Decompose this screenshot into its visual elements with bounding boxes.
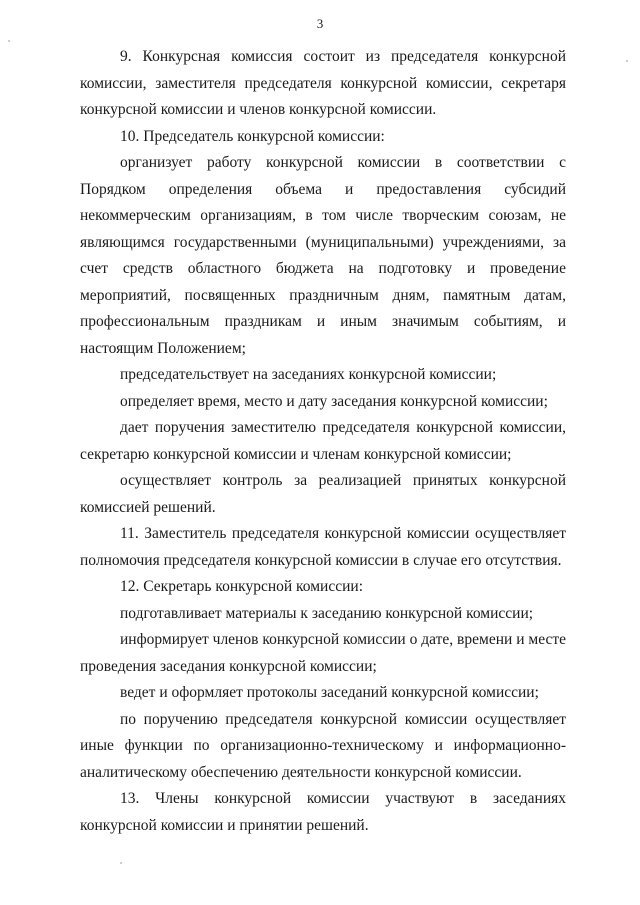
paragraph-10-presides: председательствует на заседаниях конкурсной комиссии; xyxy=(120,366,497,383)
paragraph-12-prepares: подготавливает материалы к заседанию конкурсной комиссии; xyxy=(120,604,534,622)
scan-speck xyxy=(8,40,10,42)
paragraph-10-determines: определяет время, место и дату заседания конкурсной комиссии; xyxy=(120,392,548,410)
paragraph-12-other-functions: по поручению председателя конкурсной комиссии осуществляет иные функции по организационно-техническому и информационно-аналитическому обеспечению деятельности конкурсной комиссии. xyxy=(80,710,566,781)
paragraph-12-minutes: ведет и оформляет протоколы заседаний конкурсной комиссии; xyxy=(120,684,539,701)
paragraph-11: 11. Заместитель председателя конкурсной комиссии осуществляет полномочия председателя конкурсной комиссии в случае его отсутствия. xyxy=(80,525,566,569)
paragraph-10-instructs: дает поручения заместителю председателя конкурсной комиссии, секретарю конкурсной комиссии и членам конкурсной комиссии; xyxy=(80,419,566,463)
paragraph-9: 9. Конкурсная комиссия состоит из председателя конкурсной комиссии, заместителя председателя конкурсной комиссии, секретаря конкурсной комиссии и членов конкурсной комиссии. xyxy=(80,48,566,118)
document-body xyxy=(80,44,566,839)
scan-speck xyxy=(120,862,122,864)
paragraph-13: 13. Члены конкурсной комиссии участвуют в заседаниях конкурсной комиссии и принятии решений. xyxy=(80,790,566,834)
paragraph-10-heading: 10. Председатель конкурсной комиссии: xyxy=(120,127,385,145)
paragraph-12-informs: информирует членов конкурсной комиссии о дате, времени и месте проведения заседания конкурсной комиссии; xyxy=(80,631,566,675)
paragraph-12-heading: 12. Секретарь конкурсной комиссии: xyxy=(120,578,364,595)
scan-speck xyxy=(626,60,628,62)
page-number: 3 xyxy=(316,16,324,31)
paragraph-10-organizes: организует работу конкурсной комиссии в соответствии с Порядком определения объема и предоставления субсидий некоммерческим организациям, в том числе творческим союзам, не являющимся государственными (муниципальными) учреждениями, за счет средств областного бюджета на подготовку и проведение мероприятий, посвященных праздничным дням, памятным датам, профессиональным праздникам и иным значимым событиям, и настоящим Положением; xyxy=(80,154,566,357)
paragraph-10-controls: осуществляет контроль за реализацией принятых конкурсной комиссией решений. xyxy=(80,472,566,516)
